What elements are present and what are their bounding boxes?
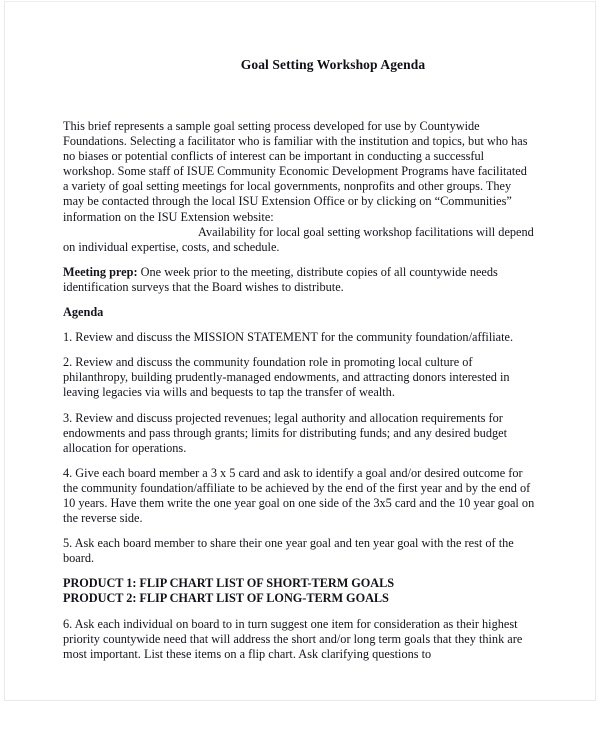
agenda-item: 3. Review and discuss projected revenues; legal authority and allocation requirements for endowments and pass through grants; limits for distributing funds; and any desired budget allocation for operations. xyxy=(63,410,507,455)
meeting-prep-text: One week prior to the meeting, distribute copies of all countywide needs identification surveys that the Board wishes to distribute. xyxy=(63,264,498,294)
intro-paragraph: This brief represents a sample goal setting process developed for use by Countywide Foundations. Selecting a facilitator who is familiar with the institution and topics, but who has no biases or potential conflicts of interest can be important in conducting a successful workshop. Some staff of ISUE Community Economic Development Programs have facilitated a variety of goal setting meetings for local governments, nonprofits and other groups. They may be contacted through the local ISU Extension Office or by clicking on “Communities” information on the ISU Extension website: xyxy=(63,119,528,224)
intro-continuation-paragraph xyxy=(63,225,535,255)
agenda-item: 2. Review and discuss the community foundation role in promoting local culture of philanthropy, building prudently-managed endowments, and attracting donors interested in leaving legacies via wills and bequests to tap the transfer of wealth. xyxy=(63,355,510,400)
page-title: Goal Setting Workshop Agenda xyxy=(240,57,426,72)
meeting-prep-label: Meeting prep: xyxy=(63,264,138,279)
document-body xyxy=(63,119,541,662)
intro-continuation-text: Availability for local goal setting workshop facilitations will depend on individual expertise, costs, and schedule. xyxy=(63,224,534,254)
agenda-item-clipped: 6. Ask each individual on board to in turn suggest one item for consideration as their highest priority countywide need that will address the short and/or long term goals that they think are most important. List these items on a flip chart. Ask clarifying questions to xyxy=(63,616,523,661)
agenda-item: 4. Give each board member a 3 x 5 card and ask to identify a goal and/or desired outcome for the community foundation/affiliate to be achieved by the end of the first year and by the end of 10 years. Have them write the one year goal on one side of the 3x5 card and the 10 year goal on the reverse side. xyxy=(63,465,535,526)
product-line: PRODUCT 1: FLIP CHART LIST OF SHORT-TERM GOALS xyxy=(63,576,395,591)
agenda-item: 5. Ask each board member to share their one year goal and ten year goal with the rest of the board. xyxy=(63,536,514,566)
page-content xyxy=(63,2,541,672)
agenda-heading: Agenda xyxy=(63,305,104,320)
meeting-prep-paragraph xyxy=(63,265,535,295)
agenda-item: 1. Review and discuss the MISSION STATEMENT for the community foundation/affiliate. xyxy=(63,330,514,345)
product-line: PRODUCT 2: FLIP CHART LIST OF LONG-TERM GOALS xyxy=(63,591,389,606)
product-list xyxy=(63,576,541,606)
document-page xyxy=(4,1,596,701)
